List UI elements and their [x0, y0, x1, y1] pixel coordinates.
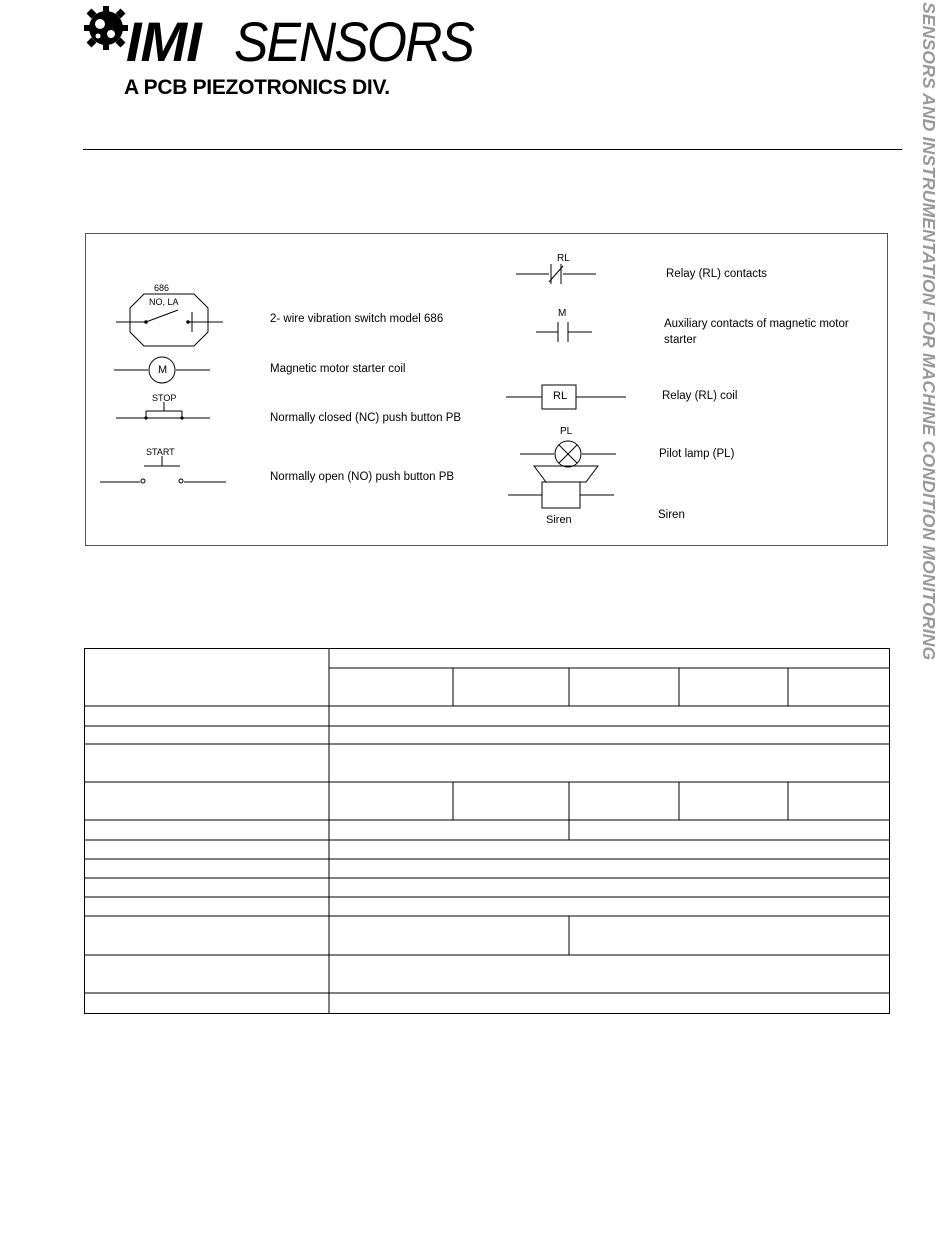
relay-contacts-label: Relay (RL) contacts	[666, 268, 767, 280]
spec-table-grid	[84, 648, 890, 1014]
stop-tag: STOP	[152, 393, 177, 403]
pilot-lamp-tag: PL	[560, 426, 573, 437]
gear-logo-icon	[84, 6, 128, 50]
logo-imi-text: IMI	[126, 10, 201, 73]
relay-coil-letters: RL	[553, 390, 568, 402]
no-push-button-symbol	[100, 456, 230, 486]
company-logo	[84, 6, 474, 102]
vibration-switch-symbol	[116, 282, 226, 352]
start-tag: START	[146, 447, 175, 457]
symbol-legend	[85, 233, 888, 546]
siren-box-text: Siren	[546, 514, 572, 526]
switch-contact-tag: NO, LA	[149, 297, 179, 307]
aux-contacts-symbol	[536, 320, 592, 344]
relay-contacts-tag: RL	[557, 253, 570, 264]
header-divider	[83, 149, 902, 150]
motor-coil-label: Magnetic motor starter coil	[270, 363, 406, 375]
side-banner	[919, 0, 945, 800]
aux-contacts-label-line2: starter	[664, 334, 697, 346]
siren-label: Siren	[658, 509, 685, 521]
side-banner-text: SENSORS AND INSTRUMENTATION FOR MACHINE CONDITION MONITORING	[919, 2, 939, 661]
switch-model-tag: 686	[154, 283, 170, 293]
vibration-switch-label: 2- wire vibration switch model 686	[270, 313, 444, 325]
motor-coil-letter: M	[158, 364, 168, 376]
nc-push-button-symbol	[116, 402, 212, 422]
pilot-lamp-label: Pilot lamp (PL)	[659, 448, 735, 460]
relay-coil-label: Relay (RL) coil	[662, 390, 738, 402]
nc-push-button-label: Normally closed (NC) push button PB	[270, 412, 462, 424]
spec-table	[84, 648, 890, 1014]
logo-subtitle: A PCB PIEZOTRONICS DIV.	[124, 76, 390, 99]
aux-contacts-label-line1: Auxiliary contacts of magnetic motor	[664, 318, 849, 330]
aux-contacts-tag: M	[558, 308, 567, 319]
relay-contacts-symbol	[516, 262, 596, 286]
no-push-button-label: Normally open (NO) push button PB	[270, 471, 455, 483]
logo-sensors-text: SENSORS	[234, 10, 474, 73]
